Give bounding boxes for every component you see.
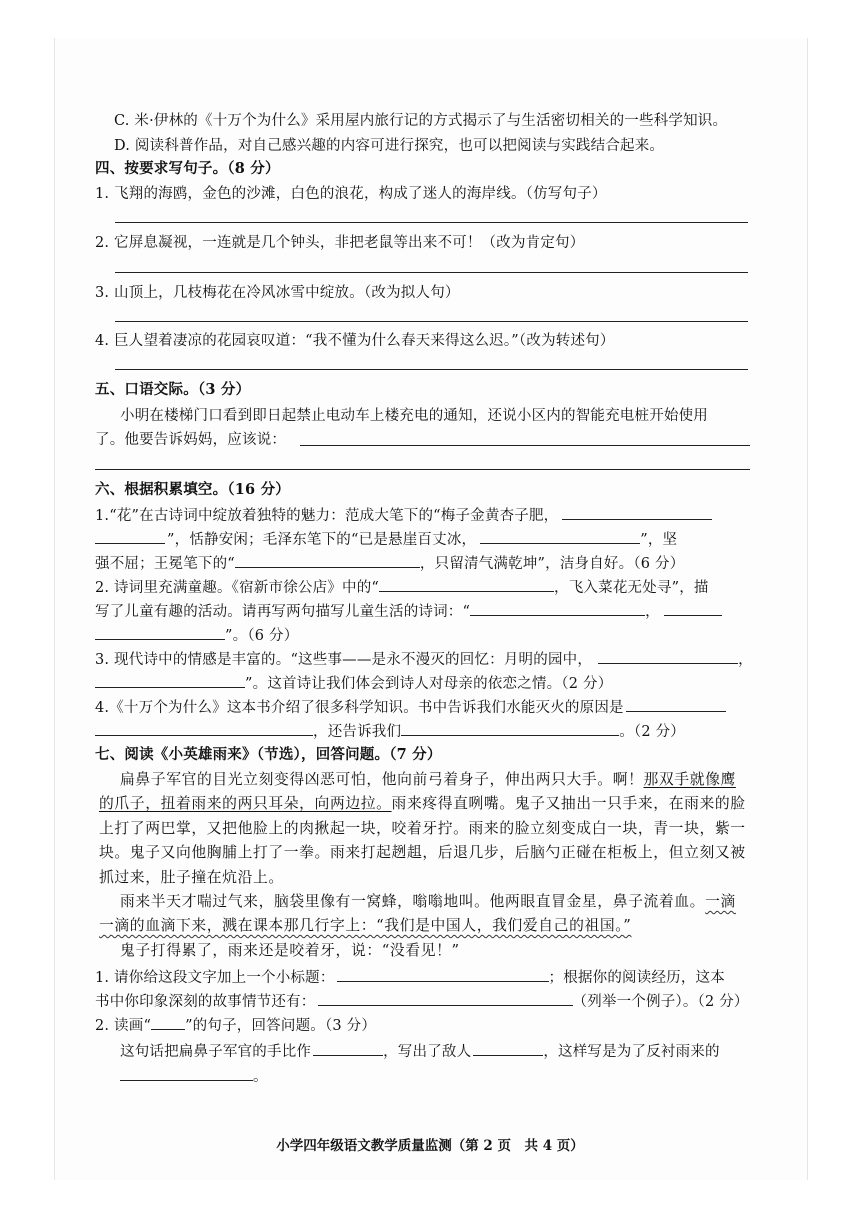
- s6-q1-line1: 1.“花”在古诗词中绽放着独特的魅力：范成大笔下的“梅子金黄杏子肥，: [95, 505, 712, 526]
- s6-q2-blank1[interactable]: [379, 577, 554, 592]
- s5-prompt-line1: 小明在楼梯门口看到即日起禁止电动车上楼充电的通知，还说小区内的智能充电桩开始使用: [120, 408, 708, 424]
- section6-heading: 六、根据积累填空。（16 分）: [95, 481, 290, 498]
- option-c: C. 米·伊林的《十万个为什么》采用屋内旅行记的方式揭示了与生活密切相关的一些科学知识。: [114, 113, 728, 129]
- wavy-sentence-part1: 一滴: [705, 893, 736, 910]
- passage-p2-line1: 雨来半天才喘过气来，脑袋里像有一窝蜂，嗡嗡地叫。他两眼直冒金星，鼻子流着血。一滴: [120, 893, 736, 910]
- s6-q3-line1: 3. 现代诗中的情感是丰富的。“这些事——是永不漫灭的回忆：月明的园中， ，: [95, 649, 753, 670]
- s6-q4-blank1b[interactable]: [95, 721, 313, 736]
- s7-q1-blank2[interactable]: [318, 991, 573, 1006]
- s4-q4-answer-line[interactable]: [115, 369, 748, 370]
- s6-q2-blank3[interactable]: [664, 601, 722, 616]
- passage-p1-line2: 的爪子，扭着雨来的两只耳朵，向两边拉。雨来疼得直咧嘴。鬼子又抽出一只手来，在雨来的脸: [99, 795, 746, 812]
- s6-q2-blank3b[interactable]: [95, 625, 225, 640]
- section5-heading: 五、口语交际。（3 分）: [95, 381, 251, 398]
- underlined-sentence-part1: 那双手就像鹰: [643, 771, 736, 788]
- underlined-sentence-part2: 的爪子，扭着雨来的两只耳朵，向两边拉。: [99, 795, 392, 812]
- passage-p1-line4: 块。鬼子又向他胸脯上打了一拳。雨来打起趔趄，后退几步，后脑勺正碰在柜板上，但立刻又被: [99, 844, 746, 861]
- s7-q2-blank3[interactable]: [120, 1066, 253, 1081]
- s6-q3-line2: ”。这首诗让我们体会到诗人对母亲的依恋之情。（2 分）: [95, 673, 612, 694]
- option-d: D. 阅读科普作品，对自己感兴趣的内容可进行探究，也可以把阅读与实践结合起来。: [114, 138, 665, 154]
- s4-q3-answer-line[interactable]: [115, 321, 748, 322]
- s6-q1-line2: ”，恬静安闲；毛泽东笔下的“已是悬崖百丈冰， ”，坚: [95, 529, 677, 550]
- s6-q1-blank1b[interactable]: [95, 529, 165, 544]
- s7-q2-blank2[interactable]: [473, 1041, 543, 1056]
- s6-q1-blank3[interactable]: [235, 553, 420, 568]
- s6-q1-blank1[interactable]: [562, 505, 712, 520]
- s6-q4-line1: 4.《十万个为什么》这本书介绍了很多科学知识。书中告诉我们水能灭火的原因是: [95, 697, 726, 718]
- s4-q2-answer-line[interactable]: [115, 272, 748, 273]
- passage-p1-line3: 上打了两巴掌，又把他脸上的肉揪起一块，咬着牙拧。雨来的脸立刻变成白一块，青一块，紫一: [99, 820, 746, 837]
- s5-answer-line2[interactable]: [95, 469, 750, 470]
- s6-q4-line2: ，还告诉我们 。（2 分）: [95, 721, 685, 742]
- s4-q3: 3. 山顶上，几枝梅花在冷风冰雪中绽放。（改为拟人句）: [95, 285, 460, 301]
- s4-q4: 4. 巨人望着凄凉的花园哀叹道：“我不懂为什么春天来得这么迟。”（改为转述句）: [95, 333, 615, 349]
- s7-q2-line3: 。: [120, 1066, 268, 1087]
- passage-p3: 鬼子打得累了，雨来还是咬着牙，说：“没看见！”: [120, 942, 460, 959]
- s6-q4-blank2[interactable]: [401, 721, 619, 736]
- s6-q1-line3: 强不屈；王冕笔下的“ ，只留清气满乾坤”，洁身自好。（6 分）: [95, 553, 684, 574]
- wavy-sentence-part2: 一滴的血滴下来，溅在课本那几行字上：“我们是中国人，我们爱自己的祖国。”: [99, 917, 632, 934]
- s6-q2-line1: 2. 诗词里充满童趣。《宿新市徐公店》中的“ ，飞入菜花无处寻”，描: [95, 577, 709, 598]
- section7-heading: 七、阅读《小英雄雨来》（节选），回答问题。（7 分）: [95, 746, 442, 763]
- passage-p2-line2: [99, 916, 631, 936]
- s7-q2-line2: 这句话把扁鼻子军官的手比作 ，写出了敌人 ，这样写是为了反衬雨来的: [120, 1041, 720, 1062]
- s6-q2-blank2[interactable]: [470, 601, 645, 616]
- s5-answer-line1[interactable]: [300, 445, 750, 446]
- s4-q2: 2. 它屏息凝视，一连就是几个钟头，非把老鼠等出来不可！（改为肯定句）: [95, 235, 585, 251]
- s6-q4-blank1[interactable]: [626, 697, 726, 712]
- s4-q1-answer-line[interactable]: [115, 222, 748, 223]
- s6-q3-blank2[interactable]: [95, 673, 245, 688]
- s6-q1-blank2[interactable]: [480, 529, 640, 544]
- s7-q2-blank1[interactable]: [313, 1041, 383, 1056]
- page-footer: 小学四年级语文教学质量监测（第 2 页 共 4 页）: [276, 1138, 584, 1154]
- s6-q2-line2: 写了儿童有趣的活动。请再写两句描写儿童生活的诗词：“ ，: [95, 601, 722, 622]
- s5-prompt-line2: 了。他要告诉妈妈，应该说：: [95, 432, 287, 448]
- section4-heading: 四、按要求写句子。（8 分）: [95, 160, 280, 177]
- s7-q2-line1: 2. 读画“ ”的句子，回答问题。（3 分）: [95, 1015, 376, 1036]
- s6-q3-blank1[interactable]: [598, 649, 738, 664]
- s7-q1-line1: 1. 请你给这段文字加上一个小标题： ；根据你的阅读经历，这本: [95, 967, 725, 988]
- passage-p1-line5: 抓过来，肚子撞在炕沿上。: [99, 869, 284, 886]
- passage-p1-line1: 扁鼻子军官的目光立刻变得凶恶可怕，他向前弓着身子，伸出两只大手。啊！那双手就像鹰: [120, 771, 736, 788]
- s7-q1-blank1[interactable]: [337, 967, 549, 982]
- s7-q1-line2: 书中你印象深刻的故事情节还有： （列举一个例子）。（2 分）: [95, 991, 749, 1012]
- s4-q1: 1. 飞翔的海鸥，金色的沙滩，白色的浪花，构成了迷人的海岸线。（仿写句子）: [95, 186, 607, 202]
- s6-q2-line3: ”。（6 分）: [95, 625, 298, 646]
- underline-symbol: [151, 1015, 185, 1030]
